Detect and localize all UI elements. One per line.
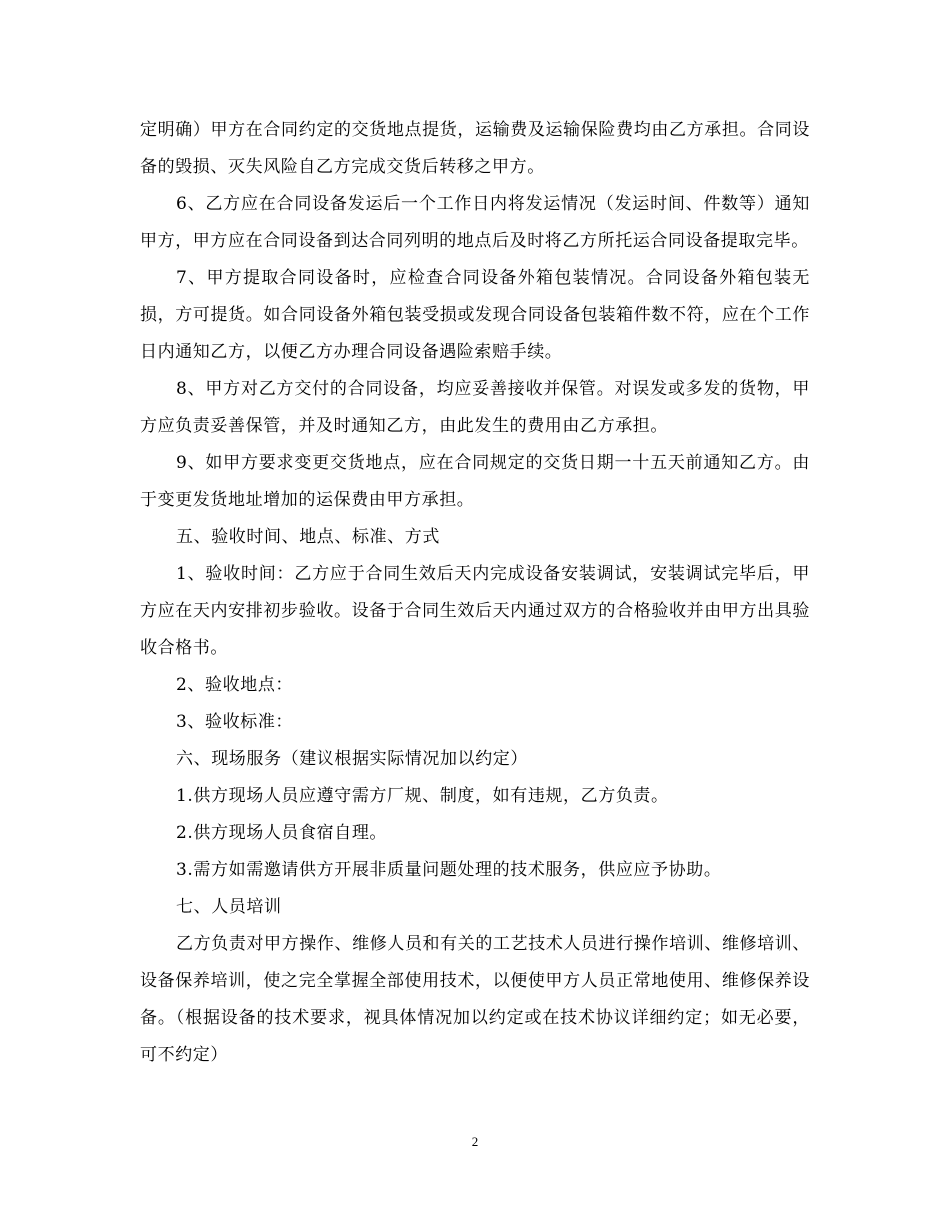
paragraph-1: 定明确）甲方在合同约定的交货地点提货，运输费及运输保险费均由乙方承担。合同设备的毁损、灭失风险自乙方完成交货后转移之甲方。 [140, 120, 810, 177]
section-heading-6: 六、现场服务（建议根据实际情况加以约定） [176, 749, 528, 769]
section-heading-7: 七、人员培训 [176, 897, 282, 917]
paragraph-11: 1.供方现场人员应遵守需方厂规、制度，如有违规，乙方负责。 [176, 786, 669, 806]
document-body [140, 112, 810, 1074]
paragraph-4: 8、甲方对乙方交付的合同设备，均应妥善接收并保管。对误发或多发的货物，甲方应负责妥善保管，并及时通知乙方，由此发生的费用由乙方承担。 [140, 379, 810, 436]
paragraph-3: 7、甲方提取合同设备时，应检查合同设备外箱包装情况。合同设备外箱包装无损，方可提货。如合同设备外箱包装受损或发现合同设备包装箱件数不符，应在个工作日内通知乙方，以便乙方办理合同设备遇险索赔手续。 [140, 268, 810, 362]
section-heading-5: 五、验收时间、地点、标准、方式 [176, 527, 440, 547]
paragraph-5: 9、如甲方要求变更交货地点，应在合同规定的交货日期一十五天前通知乙方。由于变更发货地址增加的运保费由甲方承担。 [140, 453, 810, 510]
paragraph-12: 2.供方现场人员食宿自理。 [176, 823, 388, 843]
page-number: 2 [471, 1134, 479, 1149]
paragraph-2: 6、乙方应在合同设备发运后一个工作日内将发运情况（发运时间、件数等）通知甲方，甲方应在合同设备到达合同列明的地点后及时将乙方所托运合同设备提取完毕。 [140, 194, 810, 251]
paragraph-7: 1、验收时间：乙方应于合同生效后天内完成设备安装调试，安装调试完毕后，甲方应在天内安排初步验收。设备于合同生效后天内通过双方的合格验收并由甲方出具验收合格书。 [140, 564, 810, 658]
paragraph-13: 3.需方如需邀请供方开展非质量问题处理的技术服务，供应应予协助。 [176, 860, 722, 880]
paragraph-8: 2、验收地点： [176, 675, 294, 695]
paragraph-15: 乙方负责对甲方操作、维修人员和有关的工艺技术人员进行操作培训、维修培训、设备保养培训，使之完全掌握全部使用技术，以便使甲方人员正常地使用、维修保养设备。（根据设备的技术要求，视具体情况加以约定或在技术协议详细约定；如无必要，可不约定） [140, 934, 810, 1065]
paragraph-9: 3、验收标准： [176, 712, 294, 732]
